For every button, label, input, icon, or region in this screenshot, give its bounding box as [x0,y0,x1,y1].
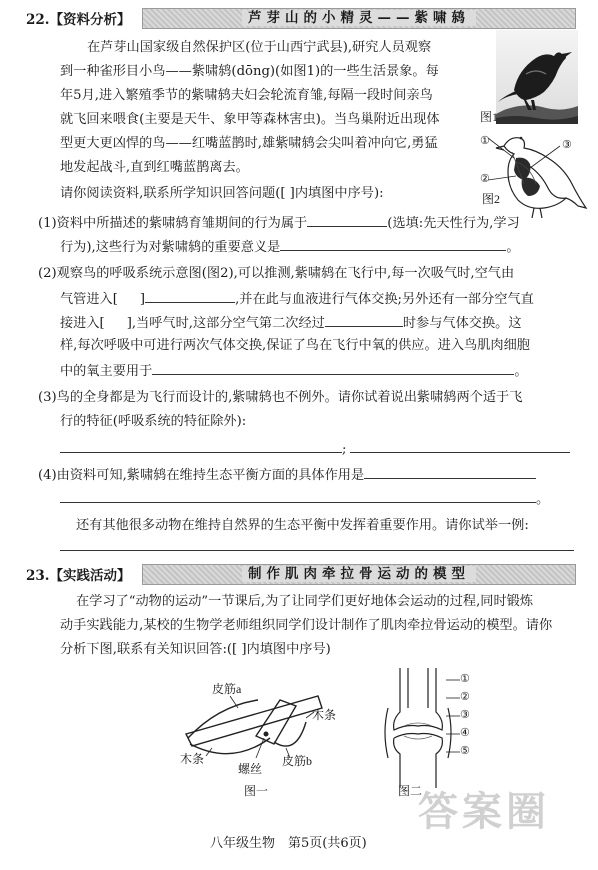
q23-passage-line-3: 分析下图,联系有关知识回答:([ ]内填图中序号) [60,642,331,657]
q23-passage-line-2: 动手实践能力,某校的生物学老师组织同学们设计制作了肌肉牵拉骨运动的模型。请你 [60,618,553,633]
q22-p2-line5 [60,360,528,382]
label-band-b: 皮筋b [282,754,313,768]
q22-header [26,8,131,28]
q23-banner-title: 制作肌肉牵拉骨运动的模型 [242,566,476,582]
q22-p2-text-c2: ],当呼气时,这部分空气第二次经过 [126,316,325,331]
joint-pointer-lines [446,676,460,756]
q22-p1-line1 [38,212,520,234]
page-footer: 八年级生物 第5页(共6页) [210,836,367,851]
label-wood-left: 木条 [180,752,205,766]
q22-banner-title: 芦芽山的小精灵——紫啸鸫 [242,10,476,26]
q22-p1-period: 。 [506,240,520,255]
q22-passage-line-5: 型更大更凶悍的鸟——红嘴蓝鹊时,雄紫啸鸫会尖叫着冲向它,勇猛 [60,136,438,151]
fig-two-caption: 图二 [398,784,423,798]
q22-p2-text-c1: 接进入[ [60,316,105,331]
q22-p2-period: 。 [514,364,528,379]
q22-p4-line1 [38,464,536,486]
q23-banner [142,564,576,585]
joint-num-4: ④ [460,727,470,739]
q22-p3-line1: (3)鸟的全身都是为飞行而设计的,紫啸鸫也不例外。请你试着说出紫啸鸫两个适于飞 [38,390,523,405]
fig2-num-1: ① [480,135,490,147]
fig2-num-2: ② [480,173,490,185]
q22-p3-blank-1[interactable] [60,438,342,453]
q22-passage-line-3: 年5月,进入繁殖季节的紫啸鸫夫妇会轮流育雏,每隔一段时间亲鸟 [60,88,433,103]
q22-p4-blank-1[interactable] [364,464,536,479]
joint-num-1: ① [460,673,470,685]
label-band-a: 皮筋a [212,682,242,696]
q22-banner [142,8,576,29]
label-wood-right: 木条 [312,708,337,722]
q22-p2-line2 [60,288,534,310]
watermark-logo: 答案圈 [418,789,550,835]
q22-p2-blank-3[interactable] [152,360,514,375]
fig2-label: 图2 [482,192,501,206]
q22-p2-line3 [60,312,522,334]
q22-p2-text-c3: 时参与气体交换。这 [402,316,522,331]
joint-num-2: ② [460,691,470,703]
q22-p3-answer-line [60,438,570,460]
q22-p5-line: 还有其他很多动物在维持自然界的生态平衡中发挥着重要作用。请你试举一例: [76,518,529,533]
q22-p3-semicolon: ; [342,442,347,457]
q22-p2-line4: 样,每次呼吸中可进行两次气体交换,保证了鸟在飞行中氧的供应。进入鸟肌肉细胞 [60,338,530,353]
q22-passage-line-1: 在芦芽山国家级自然保护区(位于山西宁武县),研究人员观察 [87,40,432,55]
q23-number: 23. [26,568,50,584]
q22-p3-blank-2[interactable] [350,438,570,453]
q22-instruction: 请你阅读资料,联系所学知识回答问题([ ]内填图中序号): [60,186,384,201]
q22-p3-line2: 行的特征(呼吸系统的特征除外): [60,414,247,429]
fig2-num-3: ③ [562,139,572,151]
q22-number: 22. [26,12,50,28]
q22-p5-blank[interactable] [60,550,574,551]
q22-p2-bracket-space-2[interactable] [105,313,127,327]
q22-passage-line-6: 地发起战斗,直到红嘴蓝鹊离去。 [60,160,249,175]
q22-p4-text-a: (4)由资料可知,紫啸鸫在维持生态平衡方面的具体作用是 [38,468,365,483]
q22-p2-text-e: 中的氧主要用于 [60,364,153,379]
fig-one-caption: 图一 [244,784,269,798]
q22-p2-text-b1: 气管进入[ [60,292,118,307]
fig1-label: 图1 [480,110,499,124]
q22-p2-text-b3: ,并在此与血液进行气体交换;另外还有一部分空气直 [235,292,534,307]
q23-tag: 【实践活动】 [49,568,131,584]
q22-p1-blank-1[interactable] [307,212,387,227]
q22-p2-blank-1[interactable] [145,288,235,303]
q22-passage-line-2: 到一种雀形目小鸟——紫啸鸫(dōng)(如图1)的一些生活景象。每 [60,64,439,79]
q23-passage-line-1: 在学习了“动物的运动”一节课后,为了让同学们更好地体会运动的过程,同时锻炼 [76,594,534,609]
q22-p2-line1: (2)观察鸟的呼吸系统示意图(图2),可以推测,紫啸鸫在飞行中,每一次吸气时,空气由 [38,266,515,281]
q22-p1-text-c: 行为),这些行为对紫啸鸫的重要意义是 [60,240,281,255]
q22-tag: 【资料分析】 [49,12,131,28]
q22-p4-period: 。 [536,492,550,507]
q22-p4-line2 [60,488,549,510]
bird-photo [496,30,578,124]
q22-p1-text-b: (选填:先天性行为,学习 [387,216,520,231]
q22-p2-bracket-space-1[interactable] [118,289,140,303]
joint-num-5: ⑤ [460,745,470,757]
q22-p2-blank-2[interactable] [325,312,403,327]
q22-p1-text-a: (1)资料中所描述的紫啸鸫育雏期间的行为属于 [38,216,308,231]
q22-passage-line-4: 就飞回来喂食(主要是天牛、象甲等森林害虫)。当鸟巢附近出现体 [60,112,440,127]
q22-p4-blank-2[interactable] [60,488,536,503]
q22-p1-line2 [60,236,520,258]
q23-header [26,564,131,584]
label-screw: 螺丝 [238,762,263,776]
joint-num-3: ③ [460,709,470,721]
q22-p1-blank-2[interactable] [280,236,506,251]
q22-p2-text-b2: ] [139,292,146,307]
